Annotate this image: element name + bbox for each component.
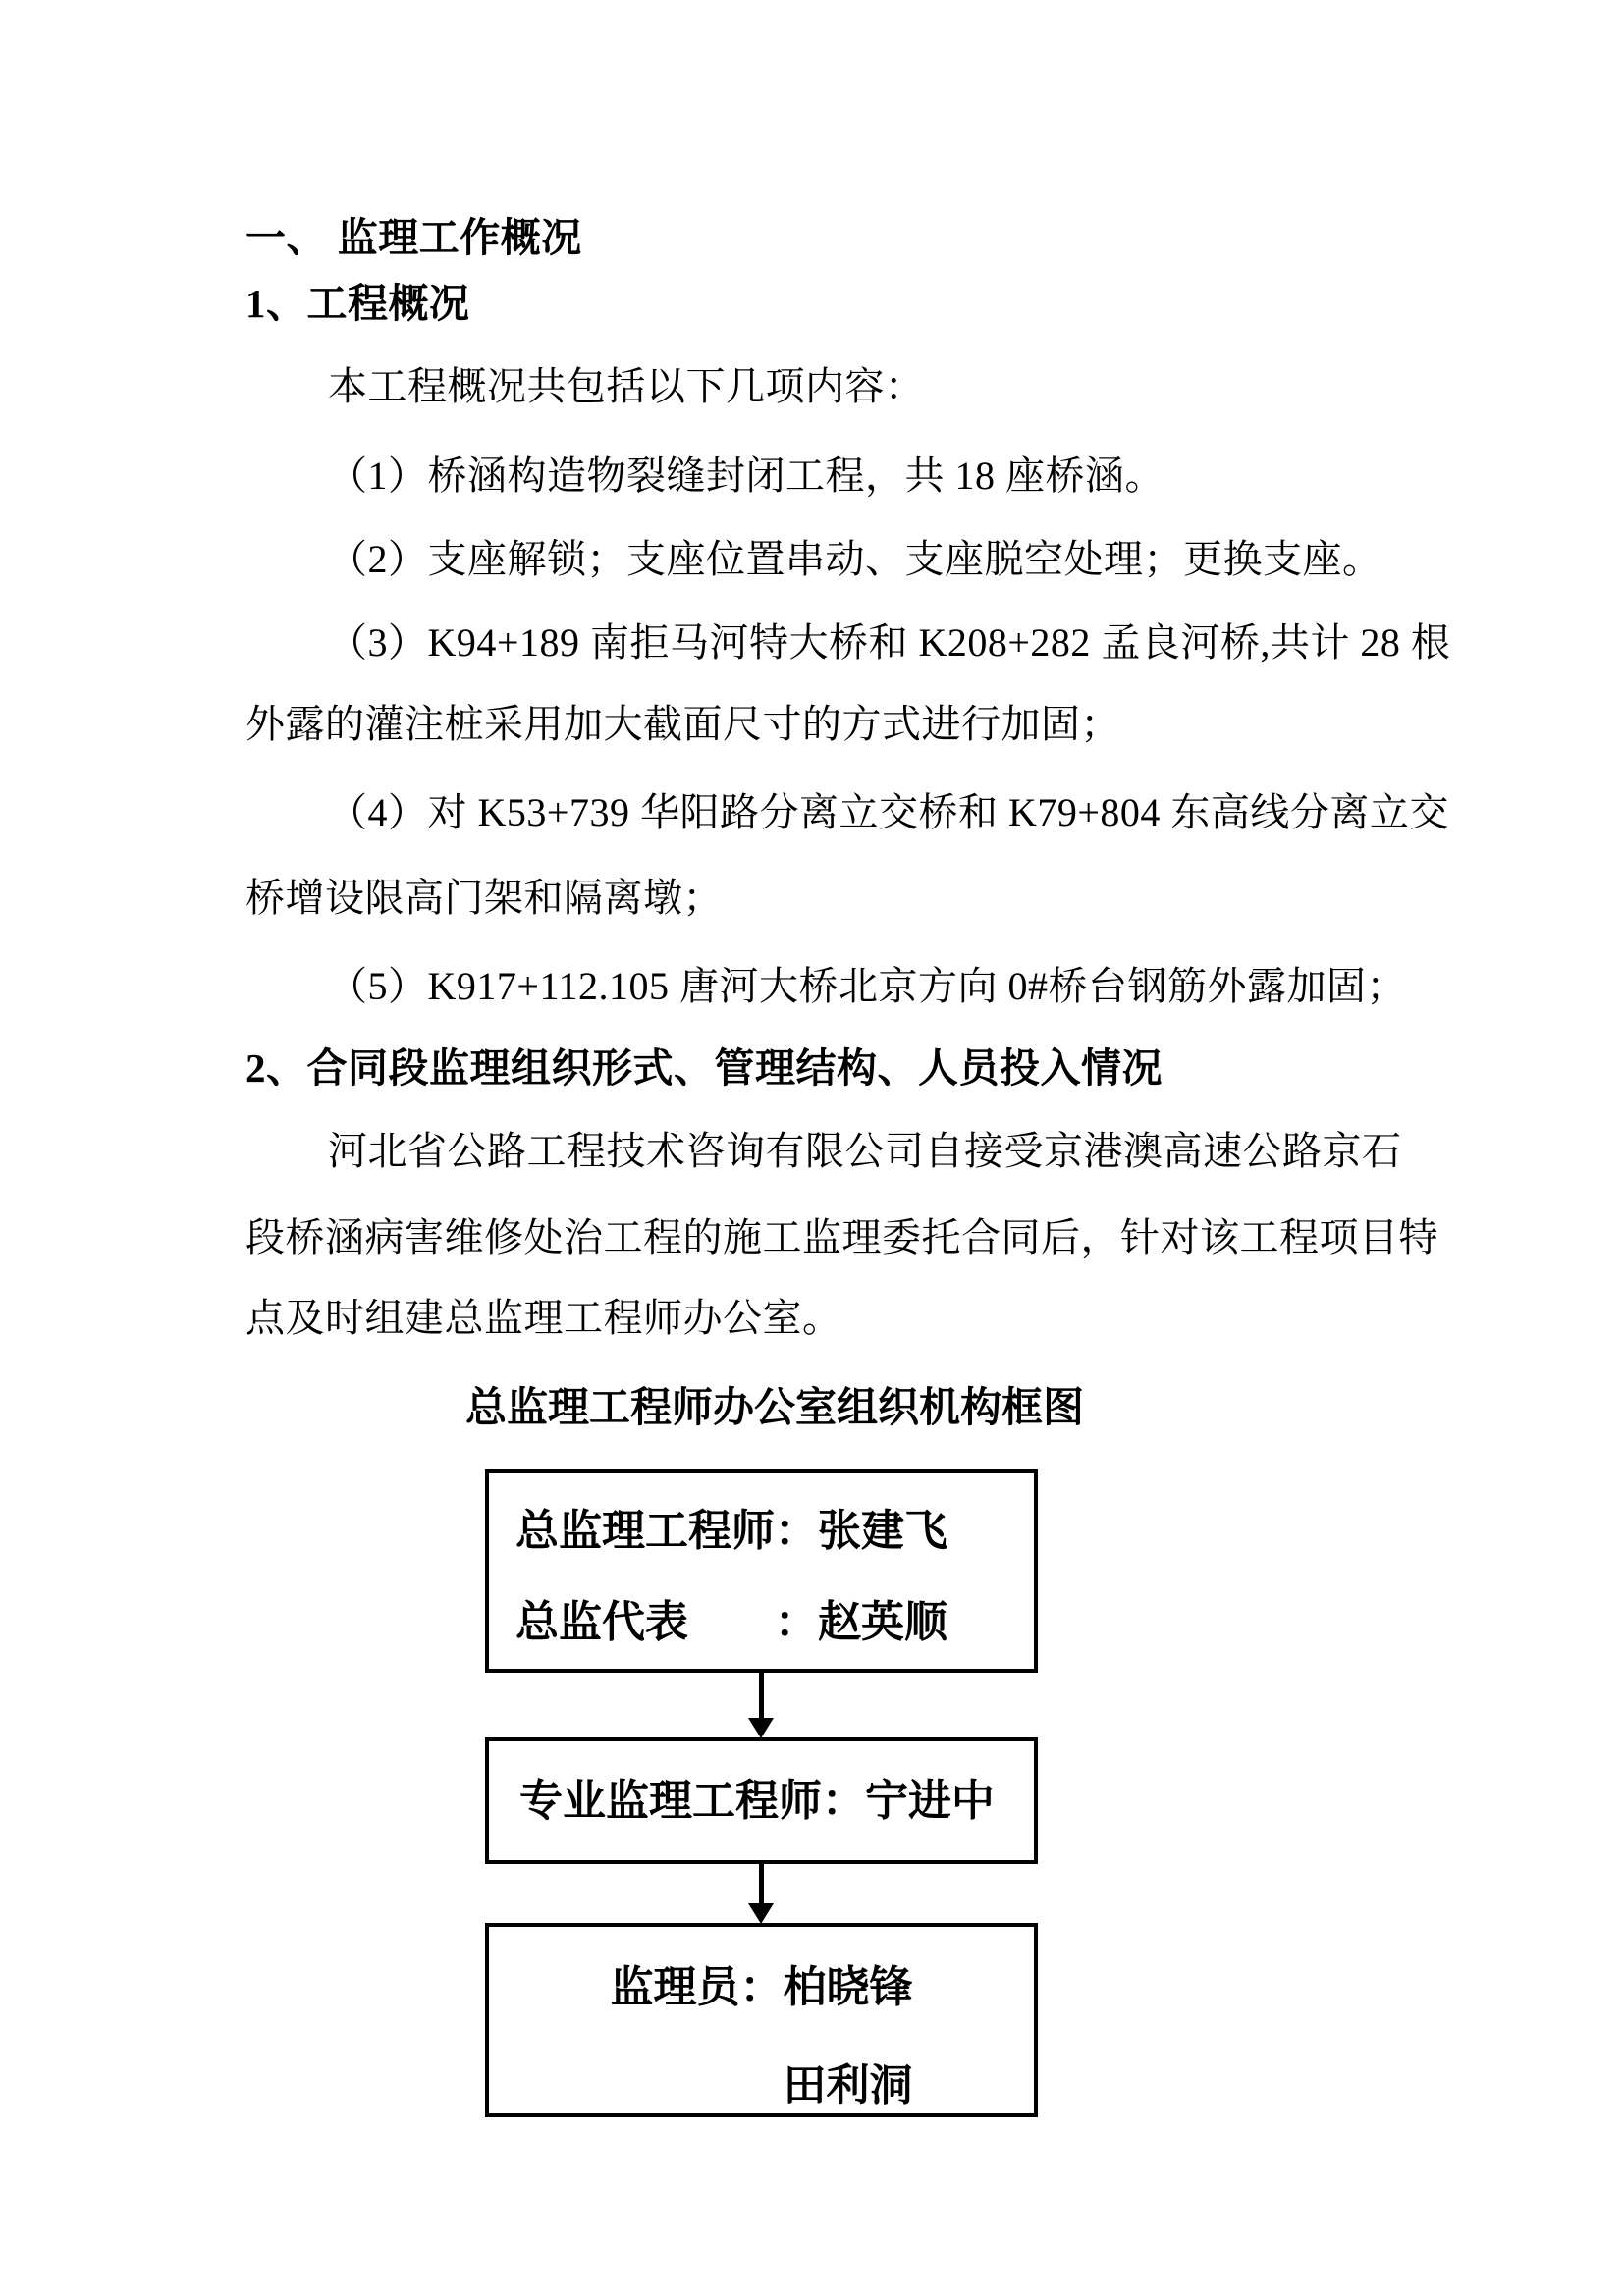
org-box-professional-supervision-engineer [485, 1737, 1038, 1864]
list-item-3: （3）K94+189 南拒马河特大桥和 K208+282 孟良河桥,共计 28 根 [328, 620, 1451, 665]
subsection-heading-1-1: 1、工程概况 [245, 281, 470, 326]
paragraph-company-line-2: 段桥涵病害维修处治工程的施工监理委托合同后，针对该工程项目特 [245, 1215, 1438, 1259]
org-chart-arrowhead-1-icon [748, 1718, 774, 1738]
org-box-3-line-1: 监理员：柏晓锋 [610, 1963, 913, 2011]
list-item-3-continued: 外露的灌注桩采用加大截面尺寸的方式进行加固； [245, 702, 1120, 746]
section-heading-1: 一、 监理工作概况 [245, 215, 582, 260]
paragraph-company-line-3: 点及时组建总监理工程师办公室。 [245, 1296, 842, 1340]
subsection-heading-1-2: 2、合同段监理组织形式、管理结构、人员投入情况 [245, 1045, 1163, 1091]
org-box-2-line-1: 专业监理工程师：宁进中 [519, 1777, 995, 1825]
list-item-4: （4）对 K53+739 华阳路分离立交桥和 K79+804 东高线分离立交 [328, 790, 1449, 834]
org-box-1-line-1: 总监理工程师：张建飞 [515, 1507, 947, 1555]
paragraph-intro: 本工程概况共包括以下几项内容： [328, 364, 925, 408]
org-chart-arrowhead-2-icon [748, 1903, 774, 1924]
list-item-4-continued: 桥增设限高门架和隔离墩； [245, 876, 723, 920]
org-chart-connector-1 [759, 1673, 764, 1718]
org-box-chief-supervision-engineer [485, 1469, 1038, 1673]
org-chart-title: 总监理工程师办公室组织机构框图 [464, 1386, 1084, 1431]
list-item-1: （1）桥涵构造物裂缝封闭工程，共 18 座桥涵。 [328, 454, 1164, 498]
org-box-supervisors [485, 1923, 1038, 2117]
paragraph-company-line-1: 河北省公路工程技术咨询有限公司自接受京港澳高速公路京石 [328, 1129, 1402, 1173]
list-item-2: （2）支座解锁；支座位置串动、支座脱空处理；更换支座。 [328, 537, 1382, 581]
list-item-5: （5）K917+112.105 唐河大桥北京方向 0#桥台钢筋外露加固； [328, 964, 1406, 1008]
org-box-1-line-2: 总监代表 ：赵英顺 [515, 1598, 947, 1646]
org-box-3-line-2: 田利洞 [610, 2061, 913, 2109]
org-chart-connector-2 [759, 1864, 764, 1903]
